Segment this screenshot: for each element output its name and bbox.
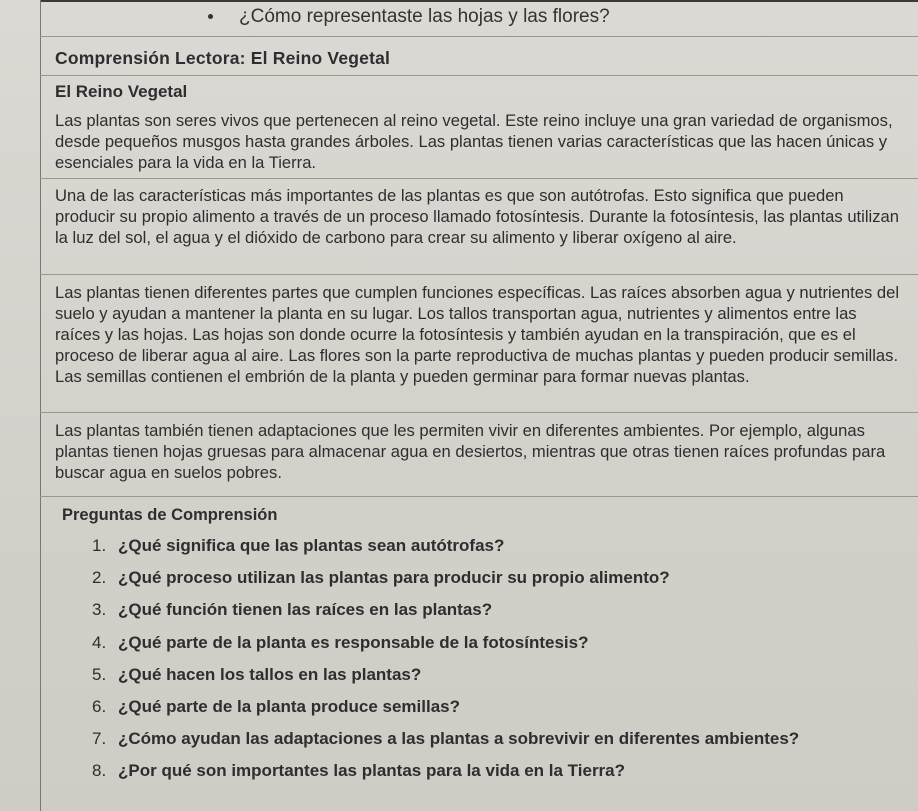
previous-question-text: ¿Cómo representaste las hojas y las flores? [239, 6, 610, 27]
bullet-icon [208, 14, 213, 19]
question-number: 2. [92, 568, 107, 588]
page-title: Comprensión Lectora: El Reino Vegetal [55, 48, 391, 68]
question-item [92, 665, 902, 697]
section-divider [40, 178, 918, 179]
paragraph-4: Las plantas también tienen adaptaciones que les permiten vivir en diferentes ambientes. Por ejemplo, algunas plantas tienen hojas gruesas para almacenar agua en desiertos, mientras que otras tienen raíces profundas para buscar agua en suelos pobres. [55, 421, 886, 482]
question-item [92, 697, 902, 729]
question-item [92, 729, 902, 761]
question-number: 6. [92, 696, 107, 716]
question-number: 8. [92, 761, 107, 781]
question-number: 1. [92, 536, 107, 555]
section-divider [40, 274, 918, 275]
question-item [92, 600, 902, 632]
top-border [40, 0, 918, 2]
section-divider [40, 412, 918, 413]
question-text: ¿Por qué son importantes las plantas para la vida en la Tierra? [118, 761, 626, 781]
question-text: ¿Cómo ayudan las adaptaciones a las plantas a sobrevivir en diferentes ambientes? [118, 729, 800, 749]
question-number: 3. [92, 600, 107, 620]
paragraph-3: Las plantas tienen diferentes partes que cumplen funciones específicas. Las raíces absorben agua y nutrientes del suelo y ayudan a mantener la planta en su lugar. Los tallos transportan agua, nutrientes y alimentos entre las raíces y las hojas. Las hojas son donde ocurre la fotosíntesis y también ayudan en la transpiración, que es el proceso de liberar agua al aire. Las flores son la parte reproductiva de muchas plantas y pueden producir semillas. Las semillas contienen el embrión de la planta y pueden germinar para formar nuevas plantas. [55, 283, 900, 386]
questions-list [92, 536, 902, 794]
question-number: 4. [92, 632, 107, 652]
question-item [92, 536, 902, 568]
section-divider [40, 36, 918, 37]
question-number: 7. [92, 729, 107, 749]
question-text: ¿Qué parte de la planta produce semillas? [118, 696, 460, 716]
question-text: ¿Qué hacen los tallos en las plantas? [118, 664, 422, 684]
previous-question [208, 6, 610, 28]
section-divider [40, 496, 918, 497]
article-heading: El Reino Vegetal [55, 82, 188, 101]
left-border [40, 0, 41, 811]
section-divider [40, 75, 918, 76]
paragraph-2: Una de las características más importantes de las plantas es que son autótrofas. Esto significa que pueden producir su propio alimento a través de un proceso llamado fotosíntesis. Durante la fotosíntesis, las plantas utilizan la luz del sol, el agua y el dióxido de carbono para crear su alimento y liberar oxígeno al aire. [55, 186, 899, 247]
questions-heading: Preguntas de Comprensión [62, 506, 278, 524]
question-item [92, 568, 902, 600]
question-text: ¿Qué proceso utilizan las plantas para producir su propio alimento? [118, 568, 670, 588]
question-text: ¿Qué parte de la planta es responsable de la fotosíntesis? [118, 632, 589, 652]
question-item [92, 633, 902, 665]
question-text: ¿Qué función tienen las raíces en las plantas? [118, 600, 493, 620]
question-number: 5. [92, 664, 107, 684]
question-text: ¿Qué significa que las plantas sean autótrofas? [118, 536, 505, 555]
paragraph-1: Las plantas son seres vivos que pertenecen al reino vegetal. Este reino incluye una gran variedad de organismos, desde pequeños musgos hasta grandes árboles. Las plantas tienen varias características que las hacen únicas y esenciales para la vida en la Tierra. [55, 111, 893, 172]
question-item [92, 761, 902, 793]
